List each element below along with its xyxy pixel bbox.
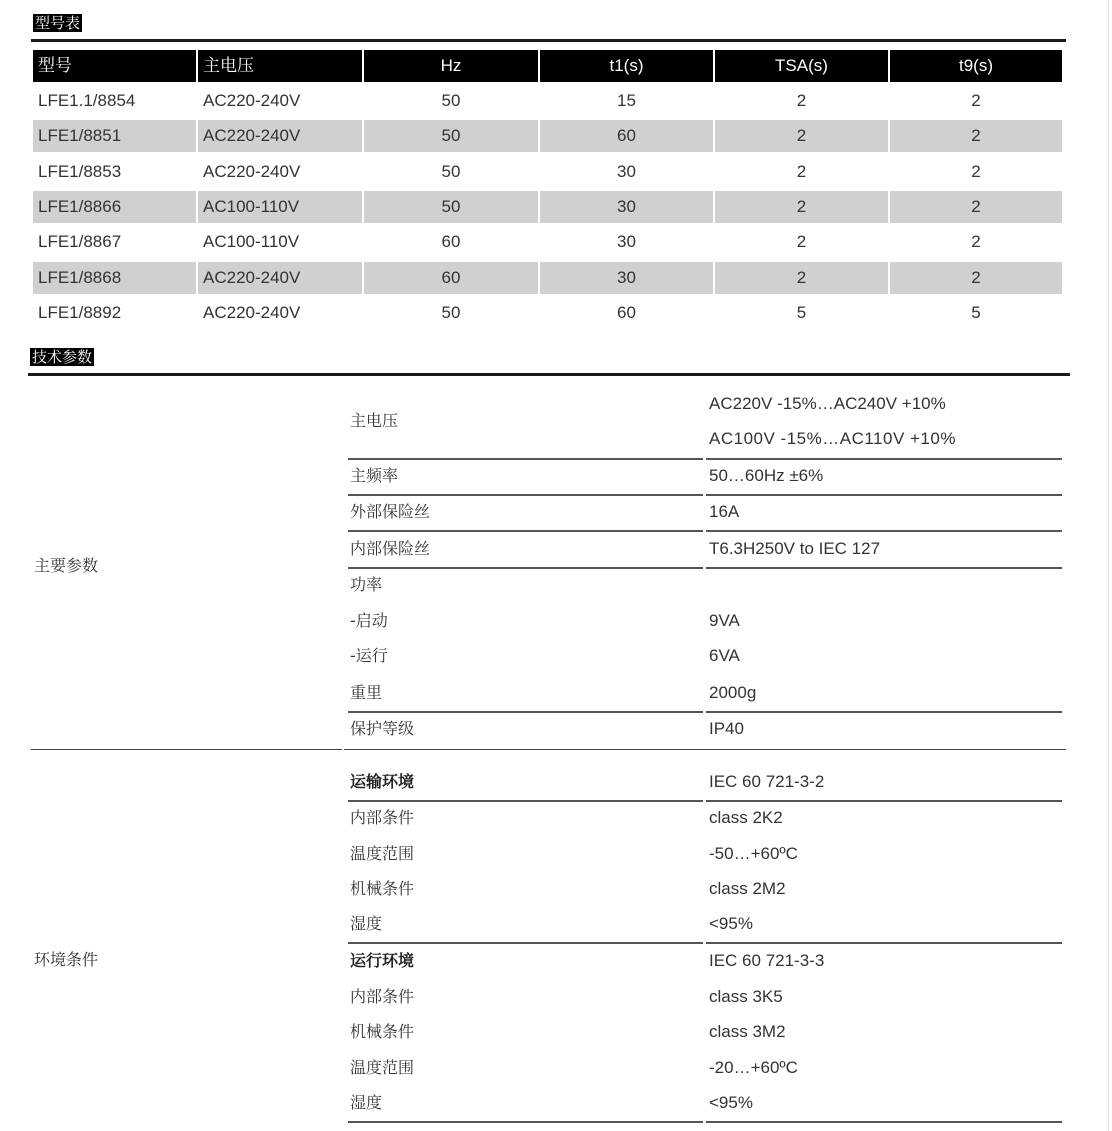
row-divider-value [706,458,1062,460]
env-subheading: 运输环境 [350,772,415,791]
cell-t9: 2 [890,120,1062,152]
cell-model: LFE1.1/8854 [38,91,136,110]
cell-voltage: AC220-240V [203,302,301,322]
row-divider-label [348,711,703,713]
voltage-value-2: AC100V -15%…AC110V +10% [709,429,956,448]
model-section-title: 型号表 [35,14,81,32]
page-edge [1108,0,1109,1131]
header-tsa: TSA(s) [715,50,888,82]
cell-t1: 60 [540,120,713,152]
param-label: 主频率 [350,466,399,485]
env-value: class 3K5 [709,987,783,1006]
row-divider-label [348,942,703,944]
param-label: 功率 [350,575,383,594]
cell-voltage: AC220-240V [198,262,362,294]
row-divider-value [706,494,1062,496]
cell-hz: 60 [364,262,538,294]
env-value: class 2K2 [709,808,783,827]
cell-model: LFE1/8866 [33,191,196,223]
param-value: 6VA [709,646,740,665]
row-divider-value [706,711,1062,713]
row-divider-value [706,942,1062,944]
cell-voltage: AC220-240V [203,161,301,181]
param-label: 内部保险丝 [350,539,431,558]
cell-model: LFE1/8867 [38,232,122,252]
main-params-group-label: 主要参数 [34,556,99,575]
cell-hz: 50 [441,91,461,110]
param-label: -运行 [350,646,388,665]
cell-hz: 50 [364,120,538,152]
cell-t1: 30 [540,262,713,294]
param-value: 9VA [709,611,740,630]
cell-tsa: 2 [796,232,807,252]
cell-hz: 50 [364,191,538,223]
cell-t9: 5 [971,302,981,322]
row-divider-label [348,494,703,496]
cell-tsa: 2 [715,191,888,223]
cell-t9: 2 [971,161,981,181]
param-label: 外部保险丝 [350,502,431,521]
env-label: 内部条件 [350,808,415,827]
param-label: -启动 [350,611,388,630]
env-value: IEC 60 721-3-2 [709,772,825,791]
header-model: 型号 [33,50,196,82]
cell-t9: 2 [890,191,1062,223]
param-label: 重里 [350,683,383,702]
cell-t1: 15 [617,91,636,110]
cell-t1: 30 [617,232,636,252]
cell-model: LFE1/8851 [33,120,196,152]
cell-tsa: 2 [796,91,807,110]
param-value: T6.3H250V to IEC 127 [709,539,881,558]
env-value: -50…+60ºC [709,844,798,863]
cell-t9: 2 [971,91,981,110]
group-divider-left [31,749,342,750]
header-t1: t1(s) [540,50,713,82]
tech-section-title: 技术参数 [32,348,93,366]
cell-t9: 2 [971,232,981,252]
row-divider-label [348,1121,703,1123]
cell-voltage: AC220-240V [198,120,362,152]
cell-t9: 2 [890,262,1062,294]
env-value: IEC 60 721-3-3 [709,951,825,970]
row-divider-label [348,530,703,532]
row-divider-label [348,458,703,460]
env-label: 湿度 [350,914,383,933]
header-t9: t9(s) [890,50,1062,82]
cell-t1: 30 [617,161,636,181]
voltage-value-1: AC220V -15%…AC240V +10% [709,394,946,413]
env-value: class 2M2 [709,879,786,898]
env-label: 温度范围 [350,1058,415,1077]
cell-hz: 50 [441,302,461,322]
row-divider-value [706,1121,1062,1123]
cell-model: LFE1/8868 [33,262,196,294]
cell-t1: 60 [617,302,636,322]
cell-voltage: AC100-110V [203,232,300,252]
cell-voltage: AC100-110V [198,191,362,223]
param-value: 50…60Hz ±6% [709,466,824,485]
cell-tsa: 2 [715,120,888,152]
row-divider-value [706,530,1062,532]
row-divider-label [348,567,703,569]
cell-model: LFE1/8892 [38,302,122,322]
tech-section-rule [28,373,1070,376]
env-value: <95% [709,1093,753,1112]
param-value: 2000g [709,683,757,702]
cell-tsa: 2 [715,262,888,294]
group-divider-right [344,749,1066,750]
row-divider-label [348,800,703,802]
param-label: 保护等级 [350,719,415,738]
env-label: 温度范围 [350,844,415,863]
env-label: 内部条件 [350,987,415,1006]
cell-tsa: 5 [796,302,807,322]
header-voltage: 主电压 [198,50,362,82]
row-divider-value [706,800,1062,802]
param-value: 16A [709,502,740,521]
cell-hz: 60 [441,232,461,252]
param-value: IP40 [709,719,744,738]
cell-t1: 30 [540,191,713,223]
env-value: <95% [709,914,753,933]
voltage-label: 主电压 [350,411,399,430]
env-label: 湿度 [350,1093,383,1112]
cell-model: LFE1/8853 [38,161,122,181]
row-divider-value [706,567,1062,569]
env-label: 机械条件 [350,1022,415,1041]
env-value: -20…+60ºC [709,1058,798,1077]
env-params-group-label: 环境条件 [34,950,99,969]
env-label: 机械条件 [350,879,415,898]
model-section-rule [31,39,1066,42]
header-hz: Hz [364,50,538,82]
env-subheading: 运行环境 [350,951,415,970]
cell-tsa: 2 [796,161,807,181]
cell-hz: 50 [441,161,461,181]
env-value: class 3M2 [709,1022,786,1041]
cell-voltage: AC220-240V [203,91,301,110]
